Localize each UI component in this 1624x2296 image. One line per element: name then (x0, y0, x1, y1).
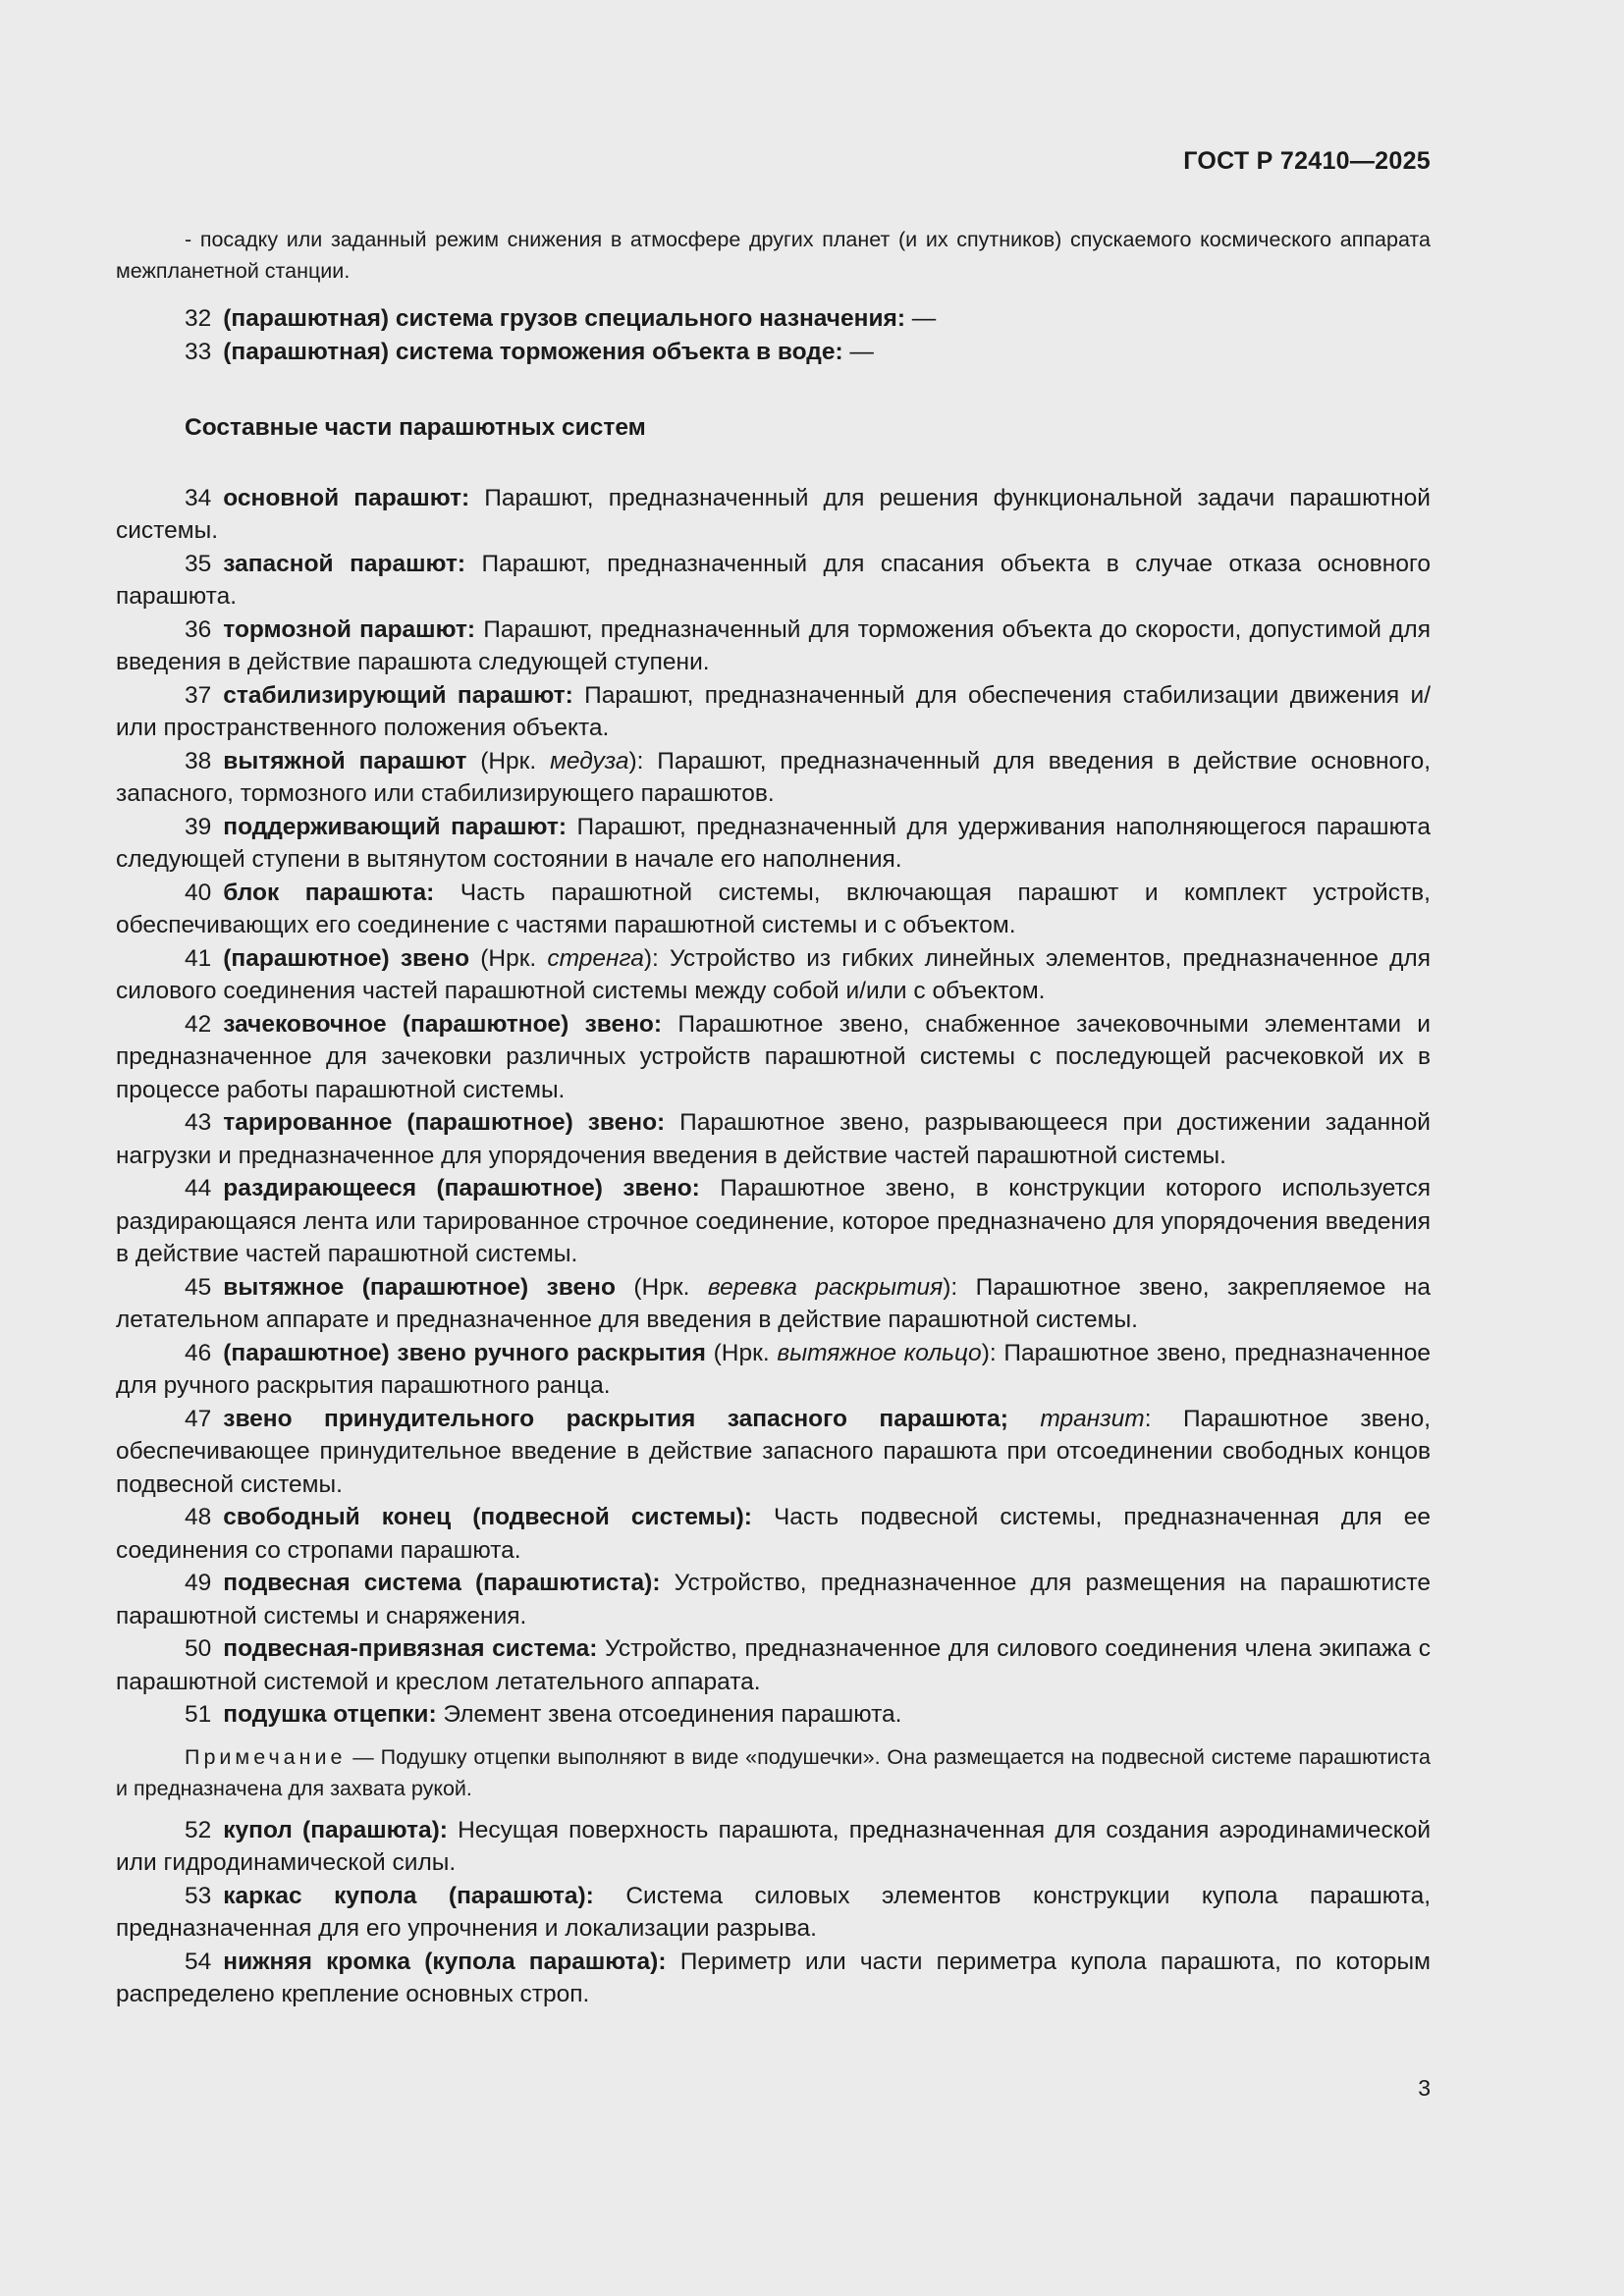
term-entry: 47 звено принудительного раскрытия запасного парашюта; транзит: Парашютное звено, обеспечивающее принудительное введение в действие запасного парашюта при отсоединении свободных концов подвесной системы. (116, 1405, 1431, 1498)
term-entry: 39 поддерживающий парашют: Парашют, предназначенный для удерживания наполняющегося парашюта следующей ступени в вытянутом состоянии в начале его наполнения. (116, 813, 1431, 873)
document-body (116, 224, 1431, 2011)
term-entry: 42 зачековочное (парашютное) звено: Парашютное звено, снабженное зачековочными элементами и предназначенное для зачековки различных устройств парашютной системы с последующей расчековкой их в процессе работы парашютной системы. (116, 1010, 1431, 1103)
term-group-c (116, 1814, 1431, 2011)
term-entry: 54 нижняя кромка (купола парашюта): Периметр или части периметра купола парашюта, по которым распределено крепление основных строп. (116, 1948, 1431, 2007)
term-entry: 45 вытяжное (парашютное) звено (Нрк. веревка раскрытия): Парашютное звено, закрепляемое на летательном аппарате и предназначенное для введения в действие парашютной системы. (116, 1273, 1431, 1333)
non-recommended-term: вытяжное кольцо (777, 1339, 982, 1366)
synonym-term: транзит (1040, 1405, 1145, 1432)
term-entry: 40 блок парашюта: Часть парашютной системы, включающая парашют и комплект устройств, обеспечивающих его соединение с частями парашютной системы и с объектом. (116, 879, 1431, 938)
term-entry: 38 вытяжной парашют (Нрк. медуза): Парашют, предназначенный для введения в действие основного, запасного, тормозного или стабилизирующего парашютов. (116, 747, 1432, 807)
term-name: (парашютная) система грузов специального назначения: (223, 305, 905, 332)
term-entry: 48 свободный конец (подвесной системы): Часть подвесной системы, предназначенная для ее соединения со стропами парашюта. (116, 1504, 1431, 1564)
term-entry: 52 купол (парашюта): Несущая поверхность парашюта, предназначенная для создания аэродинамической или гидродинамической силы. (116, 1816, 1432, 1876)
non-recommended-term: веревка раскрытия (707, 1273, 944, 1301)
term-group-b (116, 482, 1431, 1732)
term-entry: 34 основной парашют: Парашют, предназначенный для решения функциональной задачи парашютной системы. (116, 484, 1431, 544)
intro-paragraph: - посадку или заданный режим снижения в атмосфере других планет (и их спутников) спускаемого космического аппарата межпланетной станции. (116, 228, 1431, 283)
term-entry: 33 (парашютная) система торможения объекта в воде: — (185, 338, 874, 365)
term-entry: 35 запасной парашют: Парашют, предназначенный для спасания объекта в случае отказа основного парашюта. (116, 550, 1431, 610)
term-entry: 46 (парашютное) звено ручного раскрытия (Нрк. вытяжное кольцо): Парашютное звено, предназначенное для ручного раскрытия парашютного ранца. (116, 1339, 1431, 1399)
term-name: (парашютная) система торможения объекта в воде: (223, 338, 843, 365)
term-entry: 49 подвесная система (парашютиста): Устройство, предназначенное для размещения на парашютисте парашютной системы и снаряжения. (116, 1570, 1431, 1629)
term-entry: 50 подвесная-привязная система: Устройство, предназначенное для силового соединения члена экипажа с парашютной системой и креслом летательного аппарата. (116, 1635, 1431, 1695)
document-code-header: ГОСТ Р 72410—2025 (1183, 147, 1431, 175)
note-paragraph (116, 1741, 1431, 1804)
term-entry: 51 подушка отцепки: Элемент звена отсоединения парашюта. (185, 1701, 902, 1728)
note-text: — Подушку отцепки выполняют в виде «подушечки». Она размещается на подвесной системе парашютиста и предназначена для захвата рукой. (116, 1744, 1431, 1800)
term-entry: 43 тарированное (парашютное) звено: Парашютное звено, разрывающееся при достижении заданной нагрузки и предназначенное для упорядочения введения в действие частей парашютной системы. (116, 1109, 1431, 1169)
non-recommended-term: медуза (550, 747, 629, 774)
note-label: Примечание (185, 1744, 347, 1769)
term-entry: 44 раздирающееся (парашютное) звено: Парашютное звено, в конструкции которого используется раздирающаяся лента или тарированное строчное соединение, которое предназначено для упорядочения введения в действие частей парашютной системы. (116, 1175, 1431, 1267)
term-entry: 41 (парашютное) звено (Нрк. стренга): Устройство из гибких линейных элементов, предназначенное для силового соединения частей парашютной системы между собой и/или с объектом. (116, 944, 1431, 1004)
section-heading: Составные части парашютных систем (185, 414, 646, 441)
non-recommended-term: стренга (547, 944, 644, 972)
term-entry: 32 (парашютная) система грузов специального назначения: — (185, 305, 937, 332)
term-entry: 37 стабилизирующий парашют: Парашют, предназначенный для обеспечения стабилизации движения и/или пространственного положения объекта. (116, 681, 1432, 741)
term-entry: 36 тормозной парашют: Парашют, предназначенный для торможения объекта до скорости, допустимой для введения в действие парашюта следующей ступени. (116, 615, 1431, 675)
term-group-a (116, 302, 1431, 368)
page-number: 3 (1418, 2075, 1431, 2101)
term-entry: 53 каркас купола (парашюта): Система силовых элементов конструкции купола парашюта, предназначенная для его упрочнения и локализации разрыва. (116, 1882, 1431, 1942)
